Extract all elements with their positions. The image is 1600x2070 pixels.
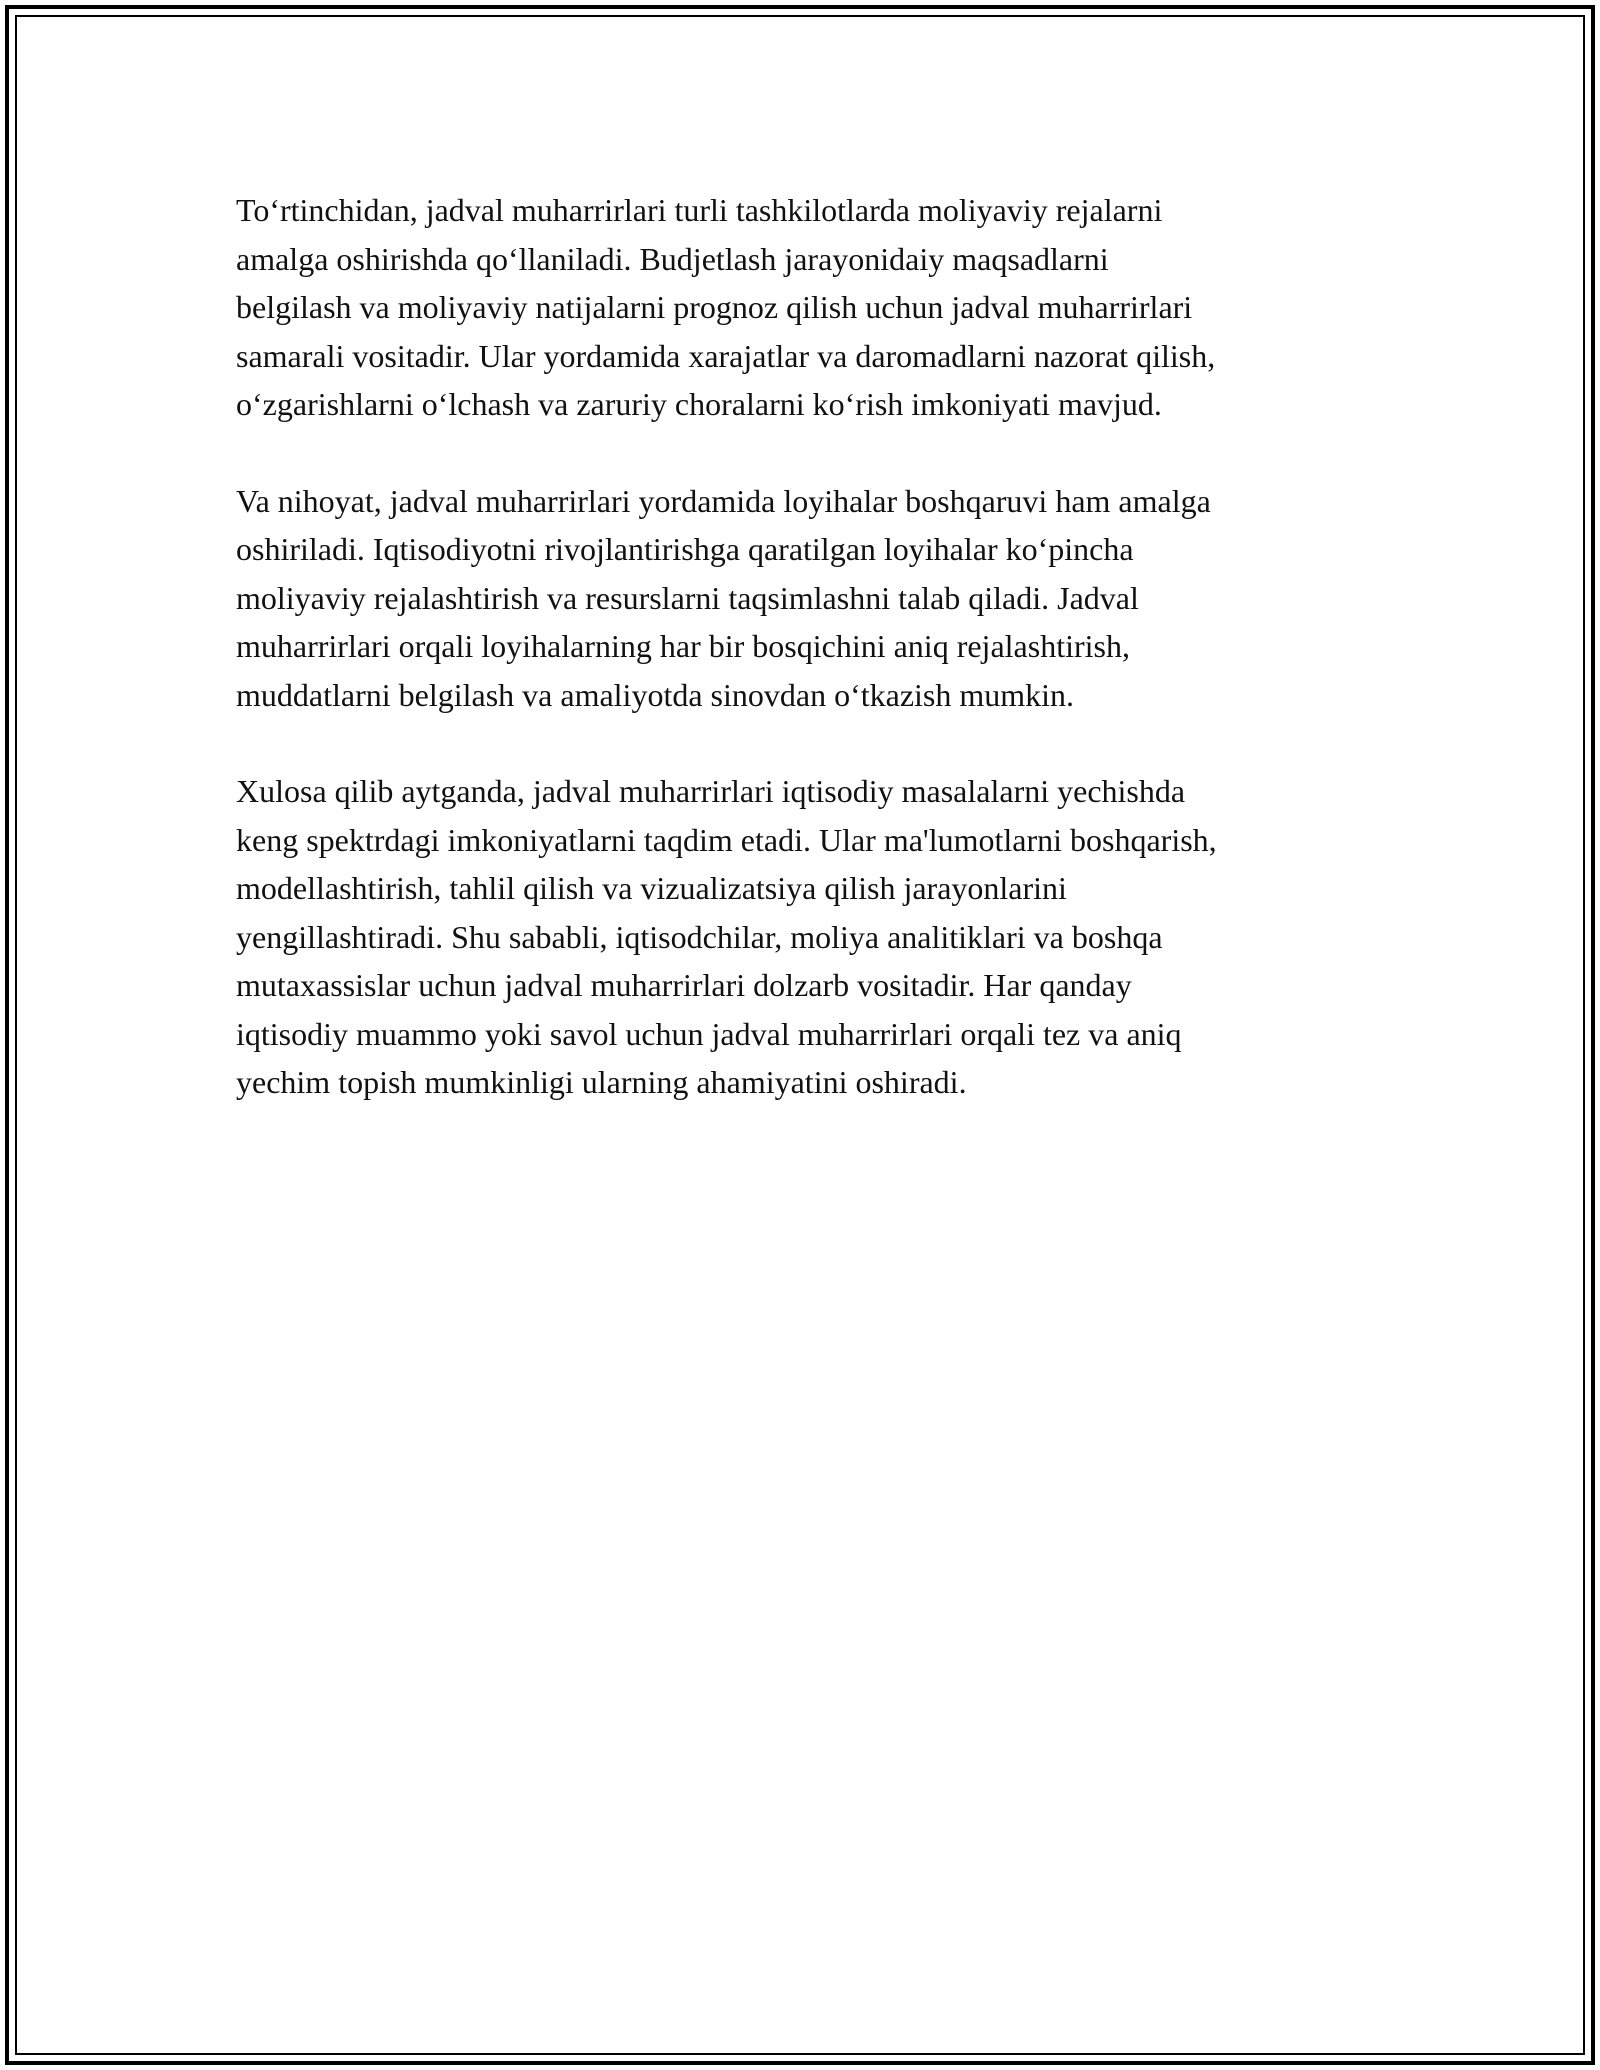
text-line: belgilash va moliyaviy natijalarni prognoz qilish uchun jadval muharrirlari <box>236 289 1193 325</box>
text-line: samarali vositadir. Ular yordamida xarajatlar va daromadlarni nazorat qilish, <box>236 337 1216 374</box>
text-line: oshiriladi. Iqtisodiyotni rivojlantirishga qaratilgan loyihalar ko‘pincha <box>236 531 1134 567</box>
text-line: Va nihoyat, jadval muharrirlari yordamida loyihalar boshqaruvi ham amalga <box>236 482 1211 519</box>
text-line: iqtisodiy muammo yoki savol uchun jadval muharrirlari orqali tez va aniq <box>236 1015 1182 1052</box>
text-line: muharrirlari orqali loyihalarning har bir bosqichini aniq rejalashtirish, <box>236 628 1130 664</box>
text-line: yechim topish mumkinligi ularning ahamiyatini oshiradi. <box>236 1064 967 1100</box>
text-line: keng spektrdagi imkoniyatlarni taqdim etadi. Ular ma'lumotlarni boshqarish, <box>236 821 1217 858</box>
text-line: modellashtirish, tahlil qilish va vizualizatsiya qilish jarayonlarini <box>236 870 1067 906</box>
document-body <box>236 186 1366 1155</box>
text-line: o‘zgarishlarni o‘lchash va zaruriy choralarni ko‘rish imkoniyati mavjud. <box>236 386 1162 422</box>
text-line: amalga oshirishda qo‘llaniladi. Budjetlash jarayonidaiy maqsadlarni <box>236 240 1109 277</box>
text-line: muddatlarni belgilash va amaliyotda sinovdan o‘tkazish mumkin. <box>236 676 1075 713</box>
paragraph-2 <box>236 477 1366 720</box>
paragraph-3 <box>236 767 1366 1107</box>
text-line: To‘rtinchidan, jadval muharrirlari turli tashkilotlarda moliyaviy rejalarni <box>236 192 1163 228</box>
text-line: mutaxassislar uchun jadval muharrirlari dolzarb vositadir. Har qanday <box>236 967 1132 1003</box>
text-line: yengillashtiradi. Shu sababli, iqtisodchilar, moliya analitiklari va boshqa <box>236 918 1163 955</box>
paragraph-1 <box>236 186 1366 429</box>
text-line: Xulosa qilib aytganda, jadval muharrirlari iqtisodiy masalalarni yechishda <box>236 773 1186 809</box>
text-line: moliyaviy rejalashtirish va resurslarni taqsimlashni talab qiladi. Jadval <box>236 579 1139 616</box>
